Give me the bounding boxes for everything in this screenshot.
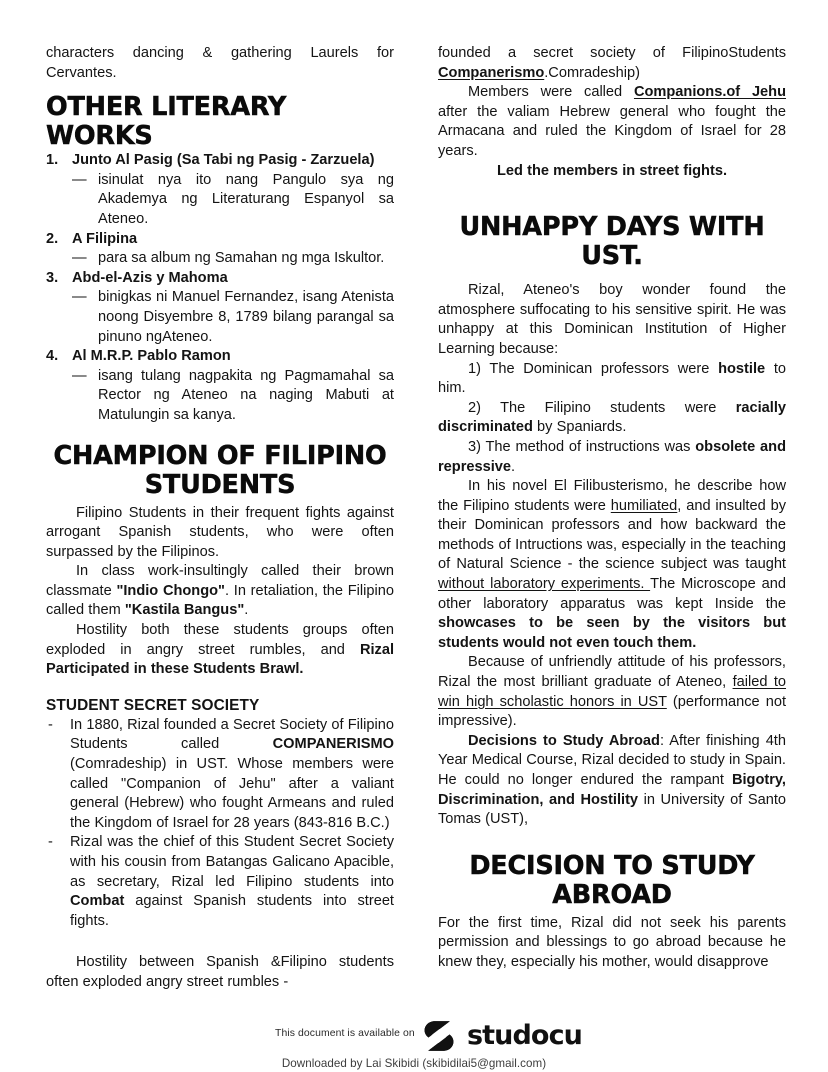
list-item-note-text: binigkas ni Manuel Fernandez, isang Atenista noong Disyembre 8, 1789 bilang parangal sa pinuno ngAteneo.	[98, 289, 394, 345]
spacer	[438, 271, 786, 281]
reason-item-1	[438, 360, 786, 399]
footer-downloaded-text: Downloaded by Lai Skibidi (skibidilai5@gmail.com)	[281, 1057, 547, 1070]
heading-student-secret-society: STUDENT SECRET SOCIETY	[46, 696, 260, 714]
text-run: by Spaniards.	[532, 419, 627, 436]
abroad-paragraph: For the first time, Rizal did not seek his parents permission and blessings to go abroad because he knew they, especially his mother, would disapprove	[438, 914, 786, 970]
reason-item-3	[438, 438, 786, 477]
spacer	[438, 181, 786, 203]
spacer	[46, 426, 394, 442]
champion-paragraph-3	[46, 621, 394, 680]
list-item-title: Junto Al Pasig (Sa Tabi ng Pasig - Zarzuela)	[72, 152, 375, 169]
hyphen-bullet-icon: -	[48, 834, 53, 851]
heading-other-literary-works: OTHER LITERARY WORKS	[46, 92, 287, 152]
list-item	[46, 151, 394, 229]
bold-run: obsolete and repressive	[438, 438, 786, 475]
list-item	[46, 716, 394, 834]
studocu-wordmark: studocu	[467, 1020, 583, 1051]
text-run: In class work-insultingly called their brown classmate	[46, 563, 394, 599]
two-column-body	[46, 44, 786, 999]
spacer	[46, 931, 394, 953]
list-item-note	[72, 171, 394, 230]
other-literary-works-list	[46, 151, 394, 425]
list-item-note	[72, 288, 394, 347]
right-continued-paragraph-1	[438, 44, 786, 83]
text-run: 3) The method of instructions was	[468, 438, 696, 455]
right-column	[438, 44, 786, 973]
spacer	[438, 830, 786, 852]
champion-paragraph-2	[46, 562, 394, 621]
champion-paragraph-1: Filipino Students in their frequent fights against arrogant Spanish students, who were often surpassed by the Filipinos.	[46, 504, 394, 560]
honors-paragraph	[438, 653, 786, 731]
text-run: 2) The Filipino students were	[468, 399, 736, 416]
text-run: The Microscope and other laboratory apparatus was kept Inside the	[438, 576, 786, 612]
bold-run: COMPANERISMO	[272, 736, 394, 753]
bold-underline-run: Companions.of Jehu	[633, 84, 787, 101]
list-item-number: 3.	[46, 269, 59, 286]
list-item-title: A Filipina	[72, 230, 138, 247]
list-item-text	[70, 716, 394, 834]
text-run: .Comradeship)	[544, 64, 640, 81]
text-run: after the valiam Hebrew general who fought the Armacana and ruled the Kingdom of Israel for 28 years.	[438, 103, 786, 159]
text-run: Members were called	[468, 84, 634, 101]
bold-underline-run: Companerismo	[438, 64, 545, 81]
em-dash-icon: —	[72, 289, 87, 306]
bold-run: "Kastila Bangus"	[124, 602, 245, 619]
studocu-logo-icon	[420, 1017, 458, 1055]
text-run: .	[244, 602, 249, 619]
bold-run: Decisions to Study Abroad	[468, 732, 660, 749]
em-dash-icon: —	[72, 367, 87, 384]
unhappy-paragraph-1: Rizal, Ateneo's boy wonder found the atmosphere suffocating to his sensitive spirit. He was unhappy at this Dominican Institution of Higher Learning because:	[438, 282, 786, 357]
led-members-line: Led the members in street fights.	[497, 162, 727, 179]
list-item	[46, 230, 394, 269]
text-run: In his novel El Filibusterismo, he describe how the Filipino students were	[438, 478, 786, 514]
underline-run: failed to win high scholastic honors in UST	[438, 674, 787, 710]
text-run: (Comradeship) in UST. Whose members were called "Companion of Jehu" after a valiant general (Hebrew) who fought Armeans and ruled the Kingdom of Israel for 28 years (843-816 B.C.)	[70, 756, 394, 831]
text-run: (performance not impressive).	[438, 693, 786, 730]
bold-run: Bigotry, Discrimination, and Hostility	[438, 772, 786, 808]
underline-run: without laboratory experiments.	[438, 576, 651, 593]
list-item-number: 1.	[46, 152, 59, 169]
em-dash-icon: —	[72, 250, 87, 267]
student-secret-society-list	[46, 716, 394, 932]
underline-run: humiliated	[610, 497, 678, 514]
text-run: founded a secret society of FilipinoStudents	[438, 45, 786, 61]
text-run: : After finishing 4th Year Medical Course, Rizal decided to study in Spain. He could no longer endured the rampant	[438, 732, 786, 788]
bold-run: Combat	[70, 893, 125, 910]
decisions-paragraph	[438, 732, 786, 830]
text-run: , and insulted by their Dominican professors and how backward the methods of Intructions was, especially in the teaching of Natural Science - the science subject was taught	[438, 497, 786, 573]
heading-decision-line2: ABROAD	[552, 879, 672, 910]
bold-run: Rizal Participated in these Students Brawl.	[46, 641, 394, 678]
list-item-note	[72, 249, 394, 269]
heading-champion-line1: CHAMPION OF FILIPINO	[53, 440, 387, 471]
closing-paragraph: Hostility between Spanish &Filipino students often exploded angry street rumbles -	[46, 954, 394, 990]
text-run: Hostility both these students groups often exploded in angry street rumbles, and	[46, 622, 394, 658]
list-item-note-text: isang tulang nagpakita ng Pagmamahal sa Rector ng Ateneo na naging Mabuti at Matulungin sa kanya.	[98, 367, 394, 423]
list-item	[46, 269, 394, 347]
continued-paragraph: characters dancing & gathering Laurels for Cervantes.	[46, 45, 394, 81]
list-item-note-text: isinulat nya ito nang Pangulo sya ng Akademya ng Literaturang Espanyol sa Ateneo.	[98, 171, 394, 227]
list-item-text	[70, 833, 394, 931]
studocu-brand[interactable]	[420, 1017, 582, 1055]
bold-run: hostile	[718, 360, 766, 377]
bold-run: racially discriminated	[438, 399, 786, 436]
text-run: .	[511, 458, 516, 475]
right-continued-paragraph-2	[438, 83, 786, 161]
text-run: Rizal was the chief of this Student Secret Society with his cousin from Batangas Galicano Apacible, as secretary, Rizal led Filipino students into	[70, 834, 394, 890]
text-run: . In retaliation, the Filipino called them	[46, 582, 394, 619]
text-run: in University of Santo Tomas (UST),	[438, 791, 786, 828]
footer-available-text: This document is available on	[275, 1028, 415, 1039]
studocu-footer	[0, 1012, 828, 1072]
text-run: against Spanish students into street fights.	[70, 893, 394, 929]
heading-decision-line1: DECISION TO STUDY	[469, 850, 755, 881]
list-item	[46, 347, 394, 425]
list-item-title: Abd-el-Azis y Mahoma	[72, 269, 228, 286]
text-run: 1) The Dominican professors were	[468, 360, 719, 377]
filibusterismo-paragraph	[438, 477, 786, 653]
reason-item-2	[438, 399, 786, 438]
list-item-note-text: para sa album ng Samahan ng mga Iskultor.	[98, 250, 385, 267]
text-run: In 1880, Rizal founded a Secret Society of Filipino Students called	[70, 716, 394, 753]
list-item-number: 2.	[46, 230, 59, 247]
text-run: to him.	[438, 360, 787, 397]
hyphen-bullet-icon: -	[48, 716, 53, 733]
list-item	[46, 833, 394, 931]
heading-champion-line2: STUDENTS	[144, 469, 296, 500]
list-item-number: 4.	[46, 348, 59, 365]
spacer	[46, 680, 394, 696]
left-column	[46, 44, 394, 993]
bold-run: "Indio Chongo"	[116, 582, 225, 599]
em-dash-icon: —	[72, 171, 87, 188]
list-item-title: Al M.R.P. Pablo Ramon	[72, 348, 231, 365]
text-run: Because of unfriendly attitude of his professors, Rizal the most brilliant graduate of Ateneo,	[438, 654, 786, 691]
list-item-note	[72, 367, 394, 426]
heading-unhappy-days: UNHAPPY DAYS WITH UST.	[459, 212, 765, 272]
bold-run: showcases to be seen by the visitors but students would not even touch them.	[438, 615, 786, 651]
